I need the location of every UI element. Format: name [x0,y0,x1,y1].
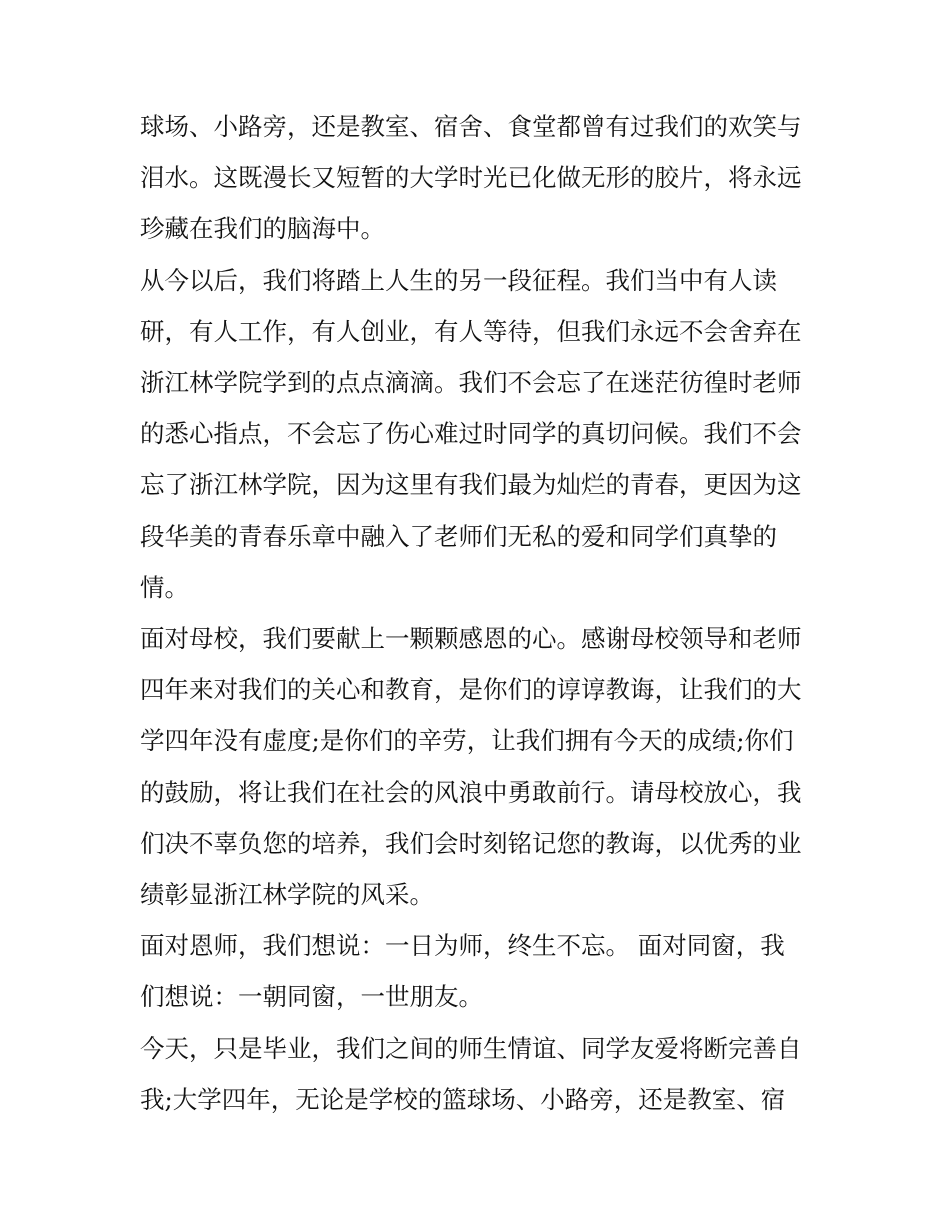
text-line: 从今以后，我们将踏上人生的另一段征程。我们当中有人读 [140,266,777,295]
text-line: 泪水。这既漫长又短暂的大学时光已化做无形的胶片，将永远 [140,163,802,192]
text-line: 今天，只是毕业，我们之间的师生情谊、同学友爱将断完善自 [140,1034,802,1063]
text-line: 球场、小路旁，还是教室、宿舍、食堂都曾有过我们的欢笑与 [140,112,802,141]
text-line: 情。 [140,573,189,602]
text-line: 面对母校，我们要献上一颗颗感恩的心。感谢母校领导和老师 [140,624,802,653]
text-line: 忘了浙江林学院，因为这里有我们最为灿烂的青春，更因为这 [140,470,802,499]
text-line: 珍藏在我们的脑海中。 [140,214,385,243]
text-line: 段华美的青春乐章中融入了老师们无私的爱和同学们真挚的 [140,522,777,551]
text-line: 学四年没有虚度;是你们的辛劳，让我们拥有今天的成绩;你们 [140,726,794,755]
text-line: 研，有人工作，有人创业，有人等待，但我们永远不会舍弃在 [140,317,802,346]
text-line: 们想说：一朝同窗，一世朋友。 [140,982,483,1011]
text-line: 绩彰显浙江林学院的风采。 [140,880,434,909]
text-line: 四年来对我们的关心和教育，是你们的谆谆教诲，让我们的大 [140,675,802,704]
text-line: 的鼓励，将让我们在社会的风浪中勇敢前行。请母校放心，我 [140,778,802,807]
text-line: 面对恩师，我们想说：一日为师，终生不忘。 面对同窗，我 [140,931,785,960]
text-line: 我;大学四年，无论是学校的篮球场、小路旁，还是教室、宿 [140,1085,786,1114]
text-line: 们决不辜负您的培养，我们会时刻铭记您的教诲，以优秀的业 [140,829,802,858]
text-line: 的悉心指点，不会忘了伤心难过时同学的真切问候。我们不会 [140,419,802,448]
text-line: 浙江林学院学到的点点滴滴。我们不会忘了在迷茫彷徨时老师 [140,368,802,397]
